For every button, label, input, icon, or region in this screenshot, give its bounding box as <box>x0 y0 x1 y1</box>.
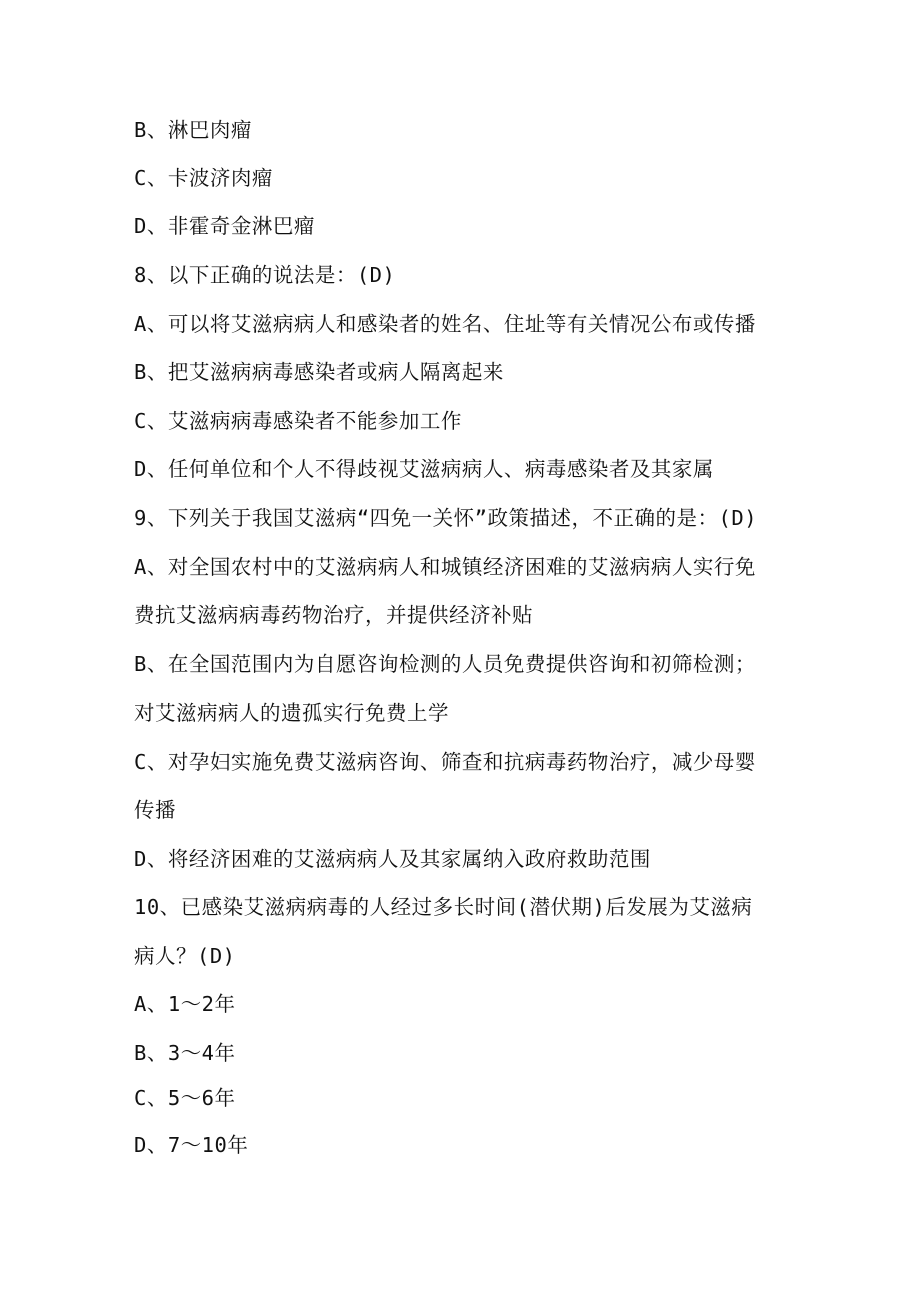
option-d-q8: D、任何单位和个人不得歧视艾滋病病人、病毒感染者及其家属 <box>134 457 714 481</box>
option-c-q8: C、艾滋病病毒感染者不能参加工作 <box>134 409 462 433</box>
question-9: 9、下列关于我国艾滋病“四免一关怀”政策描述，不正确的是：(D) <box>134 506 758 530</box>
option-c-q9-line1: C、对孕妇实施免费艾滋病咨询、筛查和抗病毒药物治疗，减少母婴 <box>134 750 756 774</box>
option-d-q9: D、将经济困难的艾滋病病人及其家属纳入政府救助范围 <box>134 847 651 871</box>
option-a-q8: A、可以将艾滋病病人和感染者的姓名、住址等有关情况公布或传播 <box>134 312 756 336</box>
option-a-q10: A、1～2年 <box>134 992 236 1016</box>
option-b-q9-line2: 对艾滋病病人的遗孤实行免费上学 <box>134 701 449 725</box>
question-10-line1: 10、已感染艾滋病病毒的人经过多长时间(潜伏期)后发展为艾滋病 <box>134 895 753 919</box>
option-c-q9-line2: 传播 <box>134 798 176 822</box>
option-d-q10: D、7～10年 <box>134 1133 249 1157</box>
question-8: 8、以下正确的说法是：(D) <box>134 263 396 287</box>
option-b-q7: B、淋巴肉瘤 <box>134 118 252 142</box>
option-b-q9-line1: B、在全国范围内为自愿咨询检测的人员免费提供咨询和初筛检测； <box>134 652 756 676</box>
option-d-q7: D、非霍奇金淋巴瘤 <box>134 214 315 238</box>
option-b-q8: B、把艾滋病病毒感染者或病人隔离起来 <box>134 360 504 384</box>
option-a-q9-line1: A、对全国农村中的艾滋病病人和城镇经济困难的艾滋病病人实行免 <box>134 555 756 579</box>
option-b-q10: B、3～4年 <box>134 1041 236 1065</box>
option-c-q7: C、卡波济肉瘤 <box>134 166 273 190</box>
option-c-q10: C、5～6年 <box>134 1086 236 1110</box>
question-10-line2: 病人？(D) <box>134 944 236 968</box>
option-a-q9-line2: 费抗艾滋病病毒药物治疗，并提供经济补贴 <box>134 603 533 627</box>
